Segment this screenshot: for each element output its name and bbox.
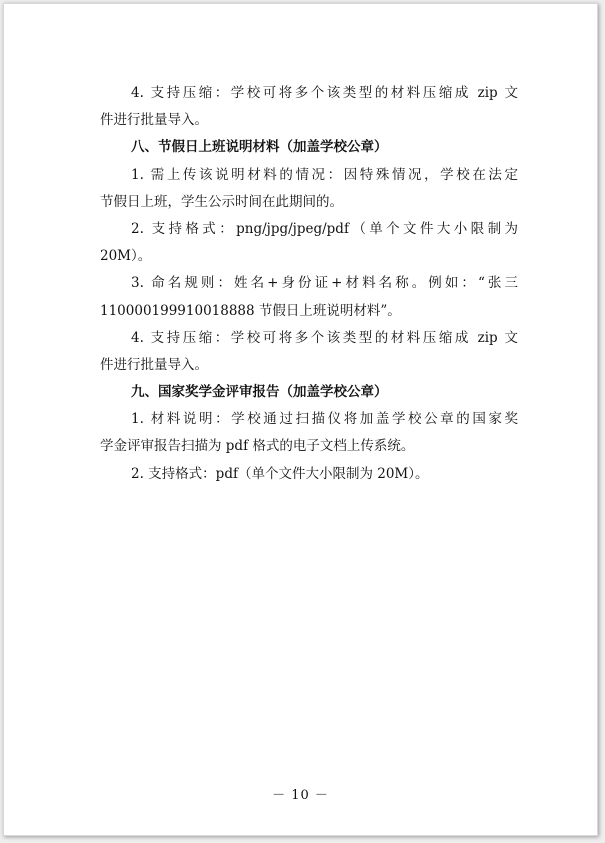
- document-body: [100, 80, 518, 488]
- paragraph-line: 1. 需上传该说明材料的情况：因特殊情况，学校在法定: [131, 166, 518, 183]
- section-heading-8: 八、节假日上班说明材料（加盖学校公章）: [131, 139, 388, 156]
- paragraph-line: 2. 支持格式：pdf（单个文件大小限制为 20M）。: [131, 465, 429, 482]
- paragraph-line: 件进行批量导入。: [100, 356, 208, 373]
- paragraph-line: 4. 支持压缩：学校可将多个该类型的材料压缩成 zip 文: [131, 85, 518, 101]
- paragraph-line: 1. 材料说明：学校通过扫描仪将加盖学校公章的国家奖: [131, 411, 518, 428]
- paragraph-line: 3. 命名规则：姓名+身份证+材料名称。例如：“张三: [131, 275, 518, 292]
- paragraph-line: 件进行批量导入。: [100, 112, 208, 129]
- paragraph-line: 4. 支持压缩：学校可将多个该类型的材料压缩成 zip 文: [131, 329, 518, 346]
- paragraph-line: 20M）。: [100, 248, 152, 265]
- page-number: － 10 －: [272, 788, 329, 803]
- document-page: [3, 3, 598, 836]
- section-heading-9: 九、国家奖学金评审报告（加盖学校公章）: [131, 384, 388, 401]
- paragraph-line: 2. 支持格式：png/jpg/jpeg/pdf（单个文件大小限制为: [131, 220, 518, 237]
- paragraph-line: 学金评审报告扫描为 pdf 格式的电子文档上传系统。: [100, 438, 415, 455]
- paragraph-line: 节假日上班，学生公示时间在此期间的。: [100, 193, 343, 210]
- paragraph-line: 110000199910018888 节假日上班说明材料”。: [100, 302, 401, 319]
